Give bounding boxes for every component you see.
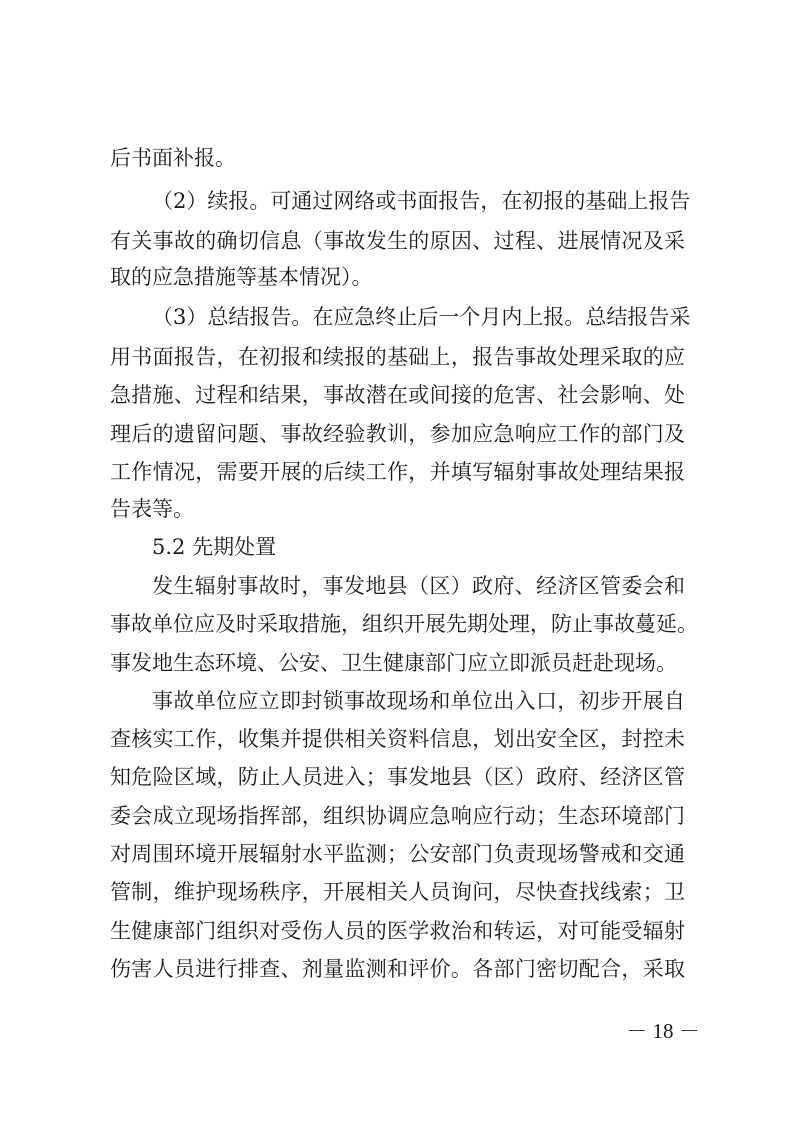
text-line: 对周围环境开展辐射水平监测；公安部门负责现场警戒和交通 xyxy=(110,842,685,866)
text-line: 事故单位应及时采取措施，组织开展先期处理，防止事故蔓延。 xyxy=(110,612,698,636)
text-line: （2）续报。可通过网络或书面报告，在初报的基础上报告 xyxy=(152,189,691,213)
section-heading: 5.2 先期处置 xyxy=(152,535,277,559)
text-line: 查核实工作，收集并提供相关资料信息，划出安全区，封控未 xyxy=(110,727,685,751)
text-line: 生健康部门组织对受伤人员的医学救治和转运，对可能受辐射 xyxy=(110,919,685,943)
text-line: 后书面补报。 xyxy=(110,146,236,170)
page-number: － 18 － xyxy=(626,1019,700,1043)
text-line: 告表等。 xyxy=(110,497,194,521)
text-line: 取的应急措施等基本情况）。 xyxy=(110,265,373,289)
text-line: 伤害人员进行排查、剂量监测和评价。各部门密切配合，采取 xyxy=(110,957,685,981)
text-line: 委会成立现场指挥部，组织协调应急响应行动；生态环境部门 xyxy=(110,804,685,828)
text-line: 事发地生态环境、公安、卫生健康部门应立即派员赶赴现场。 xyxy=(110,651,677,675)
text-line: 管制，维护现场秩序，开展相关人员询问，尽快查找线索；卫 xyxy=(110,880,685,904)
text-line: 发生辐射事故时，事发地县（区）政府、经济区管委会和 xyxy=(152,574,685,598)
text-line: 用书面报告，在初报和续报的基础上，报告事故处理采取的应 xyxy=(110,345,685,369)
text-line: 工作情况，需要开展的后续工作，并填写辐射事故处理结果报 xyxy=(110,460,685,484)
text-line: 有关事故的确切信息（事故发生的原因、过程、进展情况及采 xyxy=(110,229,685,253)
text-line: 急措施、过程和结果，事故潜在或间接的危害、社会影响、处 xyxy=(110,383,685,407)
text-line: 知危险区域，防止人员进入；事发地县（区）政府、经济区管 xyxy=(110,765,685,789)
text-line: 事故单位应立即封锁事故现场和单位出入口，初步开展自 xyxy=(152,689,685,713)
text-line: 理后的遗留问题、事故经验教训，参加应急响应工作的部门及 xyxy=(110,422,685,446)
text-line: （3）总结报告。在应急终止后一个月内上报。总结报告采 xyxy=(152,305,691,329)
